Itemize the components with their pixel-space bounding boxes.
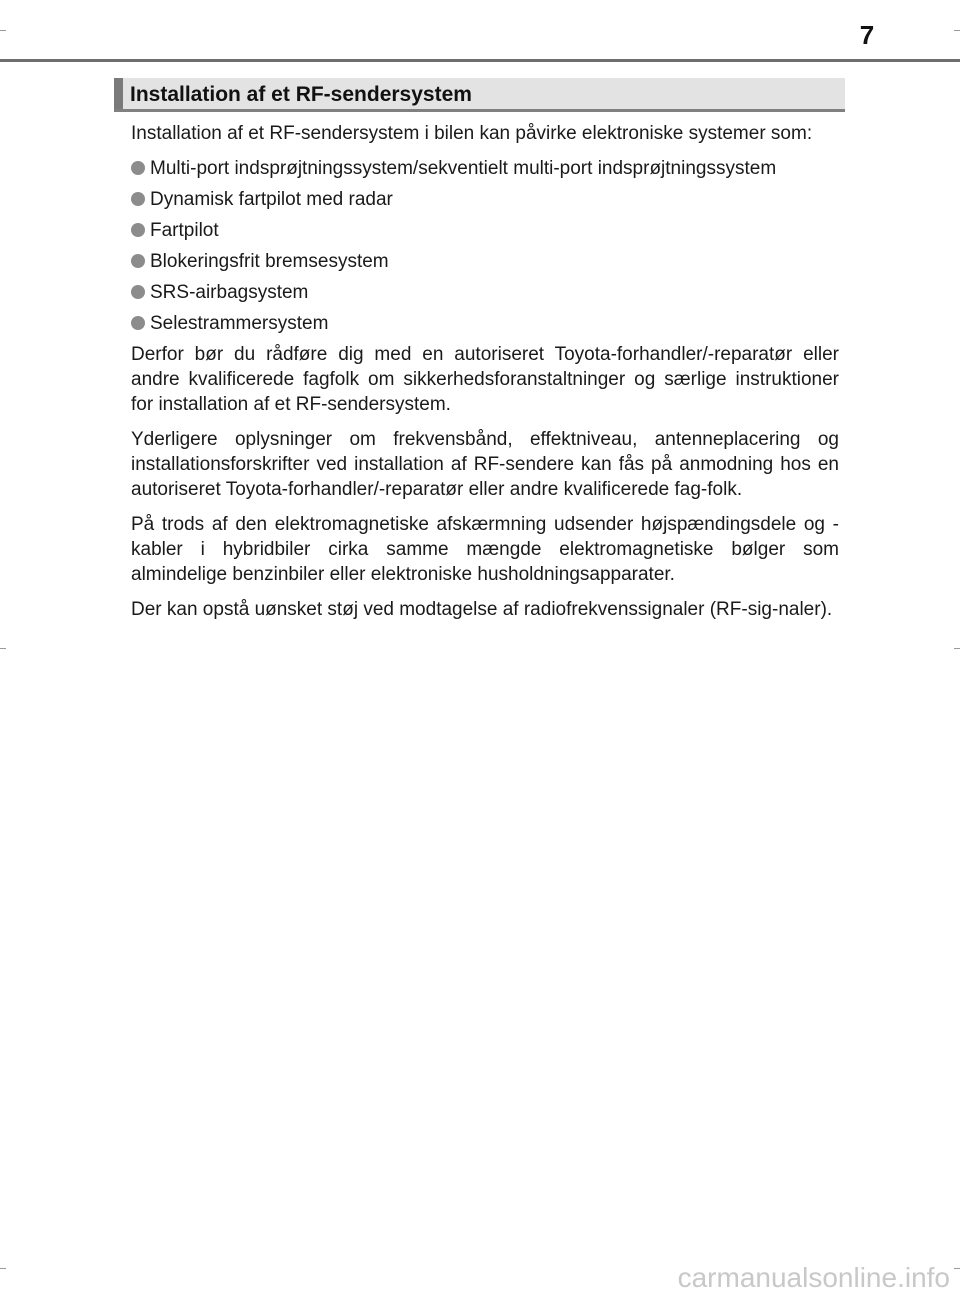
bullet-dot-icon	[131, 285, 145, 299]
list-item	[131, 311, 839, 336]
section-header	[114, 78, 845, 112]
body-paragraph: Derfor bør du rådføre dig med en autoriseret Toyota-forhandler/-reparatør eller andre kvalificerede fagfolk om sikkerhedsforanstaltninger og særlige instruktioner for installation af et RF-sendersystem.	[131, 344, 839, 415]
crop-mark	[0, 30, 6, 31]
list-item-label: Selestrammersystem	[150, 313, 329, 334]
watermark: carmanualsonline.info	[677, 1262, 950, 1293]
list-item	[131, 187, 839, 212]
list-item	[131, 280, 839, 305]
page-number: 7	[859, 20, 875, 50]
body-paragraph: Yderligere oplysninger om frekvensbånd, effektniveau, antenneplacering og installationsforskrifter ved installation af RF-sendere kan fås på anmodning hos en autoriseret Toyota-forhandler/-reparatør eller andre kvalificerede fag-folk.	[131, 429, 839, 500]
section-header-bar	[114, 78, 123, 109]
bullet-dot-icon	[131, 161, 145, 175]
content	[131, 121, 839, 632]
body-paragraph: Der kan opstå uønsket støj ved modtagelse af radiofrekvenssignaler (RF-sig-naler).	[131, 599, 833, 620]
list-item	[131, 156, 839, 181]
crop-mark	[954, 30, 960, 31]
bullet-dot-icon	[131, 316, 145, 330]
intro-paragraph: Installation af et RF-sendersystem i bilen kan påvirke elektroniske systemer som:	[131, 123, 813, 144]
crop-mark	[0, 648, 6, 649]
top-rule	[0, 59, 960, 62]
section-title: Installation af et RF-sendersystem	[130, 83, 472, 106]
bullet-dot-icon	[131, 254, 145, 268]
list-item-label: Fartpilot	[150, 220, 219, 241]
list-item	[131, 249, 839, 274]
crop-mark	[954, 648, 960, 649]
bullet-dot-icon	[131, 223, 145, 237]
bullet-dot-icon	[131, 192, 145, 206]
list-item	[131, 218, 839, 243]
list-item-label: SRS-airbagsystem	[150, 282, 309, 303]
body-paragraph: På trods af den elektromagnetiske afskærmning udsender højspændingsdele og -kabler i hybridbiler cirka samme mængde elektromagnetiske bølger som almindelige benzinbiler eller elektroniske husholdningsapparater.	[131, 514, 839, 585]
list-item-label: Dynamisk fartpilot med radar	[150, 189, 393, 210]
list-item-label: Blokeringsfrit bremsesystem	[150, 251, 389, 272]
list-item-label: Multi-port indsprøjtningssystem/sekventielt multi-port indsprøjtningssystem	[150, 158, 777, 179]
crop-mark	[0, 1268, 6, 1269]
system-list	[131, 156, 839, 336]
crop-mark	[954, 1268, 960, 1269]
